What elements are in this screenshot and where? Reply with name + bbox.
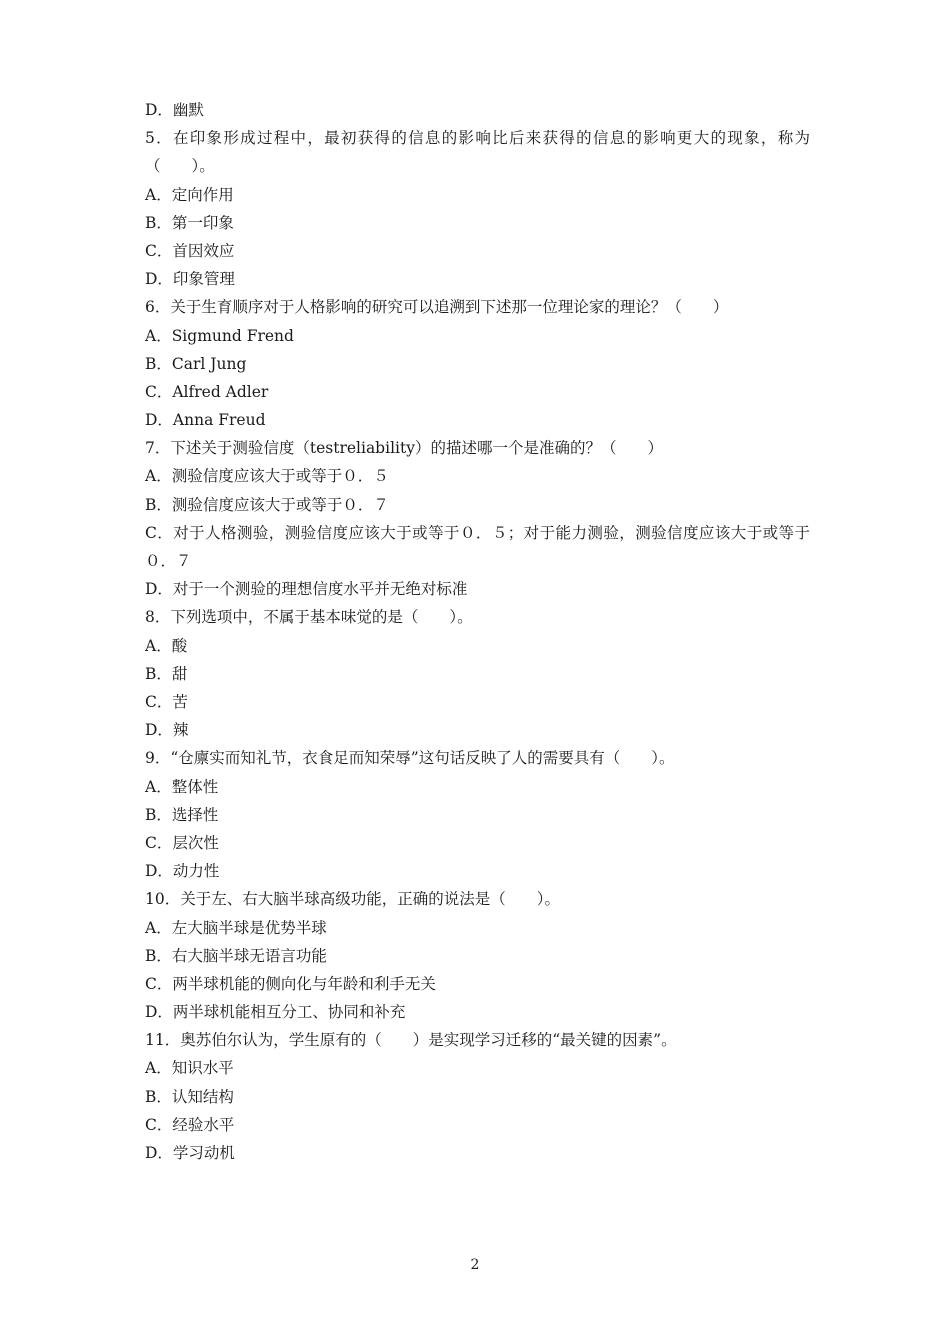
answer-option: D．对于一个测验的理想信度水平并无绝对标准 — [145, 580, 468, 599]
answer-option: B．Carl Jung — [145, 354, 247, 373]
answer-option: D．辣 — [145, 721, 189, 740]
question-text: 6．关于生育顺序对于人格影响的研究可以追溯到下述那一位理论家的理论？（ ） — [145, 298, 729, 317]
answer-option: C．两半球机能的侧向化与年龄和利手无关 — [145, 974, 436, 993]
answer-option: C．Alfred Adler — [145, 382, 269, 401]
page-number: 2 — [470, 1257, 480, 1273]
answer-option: B．右大脑半球无语言功能 — [145, 946, 327, 965]
answer-option: A．知识水平 — [145, 1059, 234, 1078]
answer-option: A．定向作用 — [145, 185, 234, 204]
answer-option: A．测验信度应该大于或等于０．５ — [145, 467, 389, 486]
answer-option: D．学习动机 — [145, 1144, 235, 1163]
answer-option: C．首因效应 — [145, 241, 235, 260]
answer-option: B．认知结构 — [145, 1087, 234, 1106]
answer-option: B．选择性 — [145, 805, 219, 824]
answer-option: A．Sigmund Frend — [145, 326, 294, 345]
answer-option: D．两半球机能相互分工、协同和补充 — [145, 1003, 406, 1022]
question-text: 7．下述关于测验信度（testreliability）的描述哪一个是准确的？（ ） — [145, 439, 663, 458]
answer-option: C．层次性 — [145, 833, 219, 852]
answer-option: C．经验水平 — [145, 1115, 235, 1134]
answer-option: B．甜 — [145, 664, 188, 683]
question-text: 9．“仓廪实而知礼节，衣食足而知荣辱”这句话反映了人的需要具有（ ）。 — [145, 749, 675, 768]
answer-option: D．幽默 — [145, 101, 204, 119]
answer-option: D．Anna Freud — [145, 411, 266, 430]
answer-option: C．对于人格测验，测验信度应该大于或等于０．５；对于能力测验，测验信度应该大于或等于０．７ — [145, 523, 810, 571]
answer-option: D．印象管理 — [145, 270, 235, 289]
question-text: 11．奥苏伯尔认为，学生原有的（ ）是实现学习迁移的“最关键的因素”。 — [145, 1031, 677, 1050]
answer-option: D．动力性 — [145, 862, 220, 881]
answer-option: A．左大脑半球是优势半球 — [145, 918, 327, 937]
answer-option: A．酸 — [145, 636, 188, 655]
answer-option: C．苦 — [145, 693, 188, 712]
answer-option: B．测验信度应该大于或等于０．７ — [145, 495, 389, 514]
question-text: 5．在印象形成过程中，最初获得的信息的影响比后来获得的信息的影响更大的现象，称为（ ）。 — [145, 129, 810, 176]
question-text: 8．下列选项中，不属于基本味觉的是（ ）。 — [145, 608, 473, 627]
document-body — [145, 96, 810, 1167]
answer-option: A．整体性 — [145, 777, 219, 796]
answer-option: B．第一印象 — [145, 213, 234, 232]
question-text: 10．关于左、右大脑半球高级功能，正确的说法是（ ）。 — [145, 890, 560, 909]
